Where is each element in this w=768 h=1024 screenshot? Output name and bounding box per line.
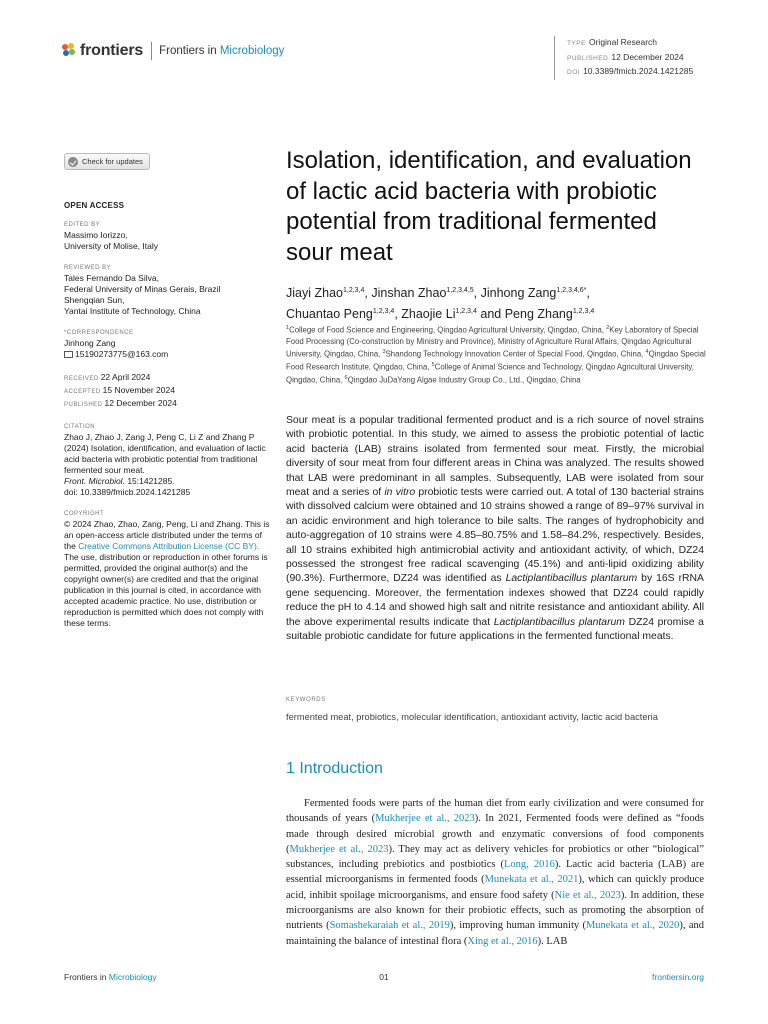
article-meta	[554, 36, 693, 80]
citation-text: Zhao J, Zhao J, Zang J, Peng C, Li Z and Zhang P (2024) Isolation, identification, and evaluation of lactic acid bacteria with probiotic potential from traditional fermented sour meat. Front. Microbiol. 15:1421285. doi: 10.3389/fmicb.2024.1421285	[64, 432, 266, 497]
reference-link[interactable]: Munekata et al., 2020	[585, 920, 680, 932]
correspondence-email[interactable]: 15190273775@163.com	[64, 349, 270, 360]
footer-site-link[interactable]: frontiersin.org	[652, 972, 704, 982]
meta-type: TYPE Original Research	[567, 37, 658, 47]
author-name[interactable]: Jinhong Zang	[480, 286, 557, 301]
author-name[interactable]: Chuantao Peng	[286, 306, 373, 321]
meta-published: PUBLISHED 12 December 2024	[567, 51, 684, 62]
introduction-text: Fermented foods were parts of the human diet from early civilization and were consumed for thousands of years (Mukherjee et al., 2023). In 2021, Fermented foods were defined as “foods made through desired microbial growth and enzymatic conversions of food components (Mukherjee et al., 2023). They may act as delivery vehicles for probiotics or other “biological” substances, including prebiotics and postbiotics (Long, 2016). Lactic acid bacteria (LAB) are essential microorganisms in fermented foods (Munekata et al., 2021), which can quickly produce acid, inhibit spoilage microorganisms, and ensure food safety (Nie et al., 2023). In addition, these microorganisms are also known for their probiotic effects, such as promoting the absorption of nutrients (Somashekaraiah et al., 2019), improving human immunity (Munekata et al., 2020), and maintaining the balance of intestinal flora (Xing et al., 2016). LAB	[286, 798, 704, 947]
citation-label: CITATION	[64, 424, 96, 430]
envelope-icon	[64, 351, 73, 358]
keywords: fermented meat, probiotics, molecular identification, antioxidant activity, lactic acid bacteria	[286, 712, 658, 722]
reviewer-info: Tales Fernando Da Silva, Federal University of Minas Gerais, Brazil Shengqian Sun, Yantai Institute of Technology, China	[64, 273, 221, 316]
reference-link[interactable]: Long, 2016	[504, 859, 555, 871]
editor-info: Massimo Iorizzo, University of Molise, Italy	[64, 230, 158, 251]
cc-by-license-link[interactable]: Creative Commons Attribution License (CC BY).	[78, 541, 260, 551]
author-name[interactable]: Jinshan Zhao	[371, 286, 447, 301]
page-number: 01	[379, 972, 389, 982]
logo-divider	[151, 42, 152, 60]
check-icon	[68, 157, 78, 167]
introduction-heading: 1 Introduction	[286, 760, 383, 777]
logo-text: frontiers	[80, 42, 144, 59]
copyright-text: © 2024 Zhao, Zhao, Zang, Peng, Li and Zhang. This is an open-access article distributed under the terms of the Creative Commons Attribution License (CC BY). The use, distribution or reproduction in other forums is permitted, provided the original author(s) and the copyright owner(s) are credited and that the original publication in this journal is cited, in accordance with accepted academic practice. No use, distribution or reproduction is permitted which does not comply with these terms.	[64, 519, 270, 628]
article-dates: RECEIVED 22 April 2024 ACCEPTED 15 November 2024 PUBLISHED 12 December 2024	[64, 372, 177, 408]
reference-link[interactable]: Munekata et al., 2021	[484, 874, 579, 886]
reference-link[interactable]: Mukherjee et al., 2023	[375, 813, 475, 825]
edited-by-label: EDITED BY	[64, 222, 101, 228]
reference-link[interactable]: Nie et al., 2023	[554, 889, 621, 901]
reviewed-by-label: REVIEWED BY	[64, 265, 112, 271]
author-list: Jiayi Zhao$^{1,2,3,4}$, Jinshan Zhao$^{1,2,3,4,5}$, Jinhong Zang$^{1,2,3,4,6*}$, Chuantao Peng$^{1,2,3,4}$, Zhaojie Li$^{1,2,3,4}$ and Peng Zhang$^{1,2,3,4}$	[286, 286, 595, 321]
reference-link[interactable]: Xing et al., 2016	[467, 935, 538, 947]
author-name[interactable]: Peng Zhang	[504, 306, 573, 321]
keywords-label: KEYWORDS	[286, 697, 326, 703]
copyright-label: COPYRIGHT	[64, 511, 105, 517]
correspondence-label: *CORRESPONDENCE	[64, 330, 134, 336]
reference-link[interactable]: Somashekaraiah et al., 2019	[329, 920, 450, 932]
frontiers-logo-icon	[62, 43, 76, 59]
author-name[interactable]: Zhaojie Li	[401, 306, 456, 321]
abstract: Sour meat is a popular traditional fermented product and is a rich source of novel strains with probiotic potential. In this study, we aimed to assess the probiotic potential of lactic acid bacteria (LAB) strains isolated from fermented sour meat. Firstly, the microbial diversity of sour meat from four different areas in China was analyzed. The results showed that LAB were predominant in all samples. Subsequently, LAB were isolated from sour meat and a series of in vitro probiotic tests were carried out. A total of 130 bacterial strains with dissolved calcium were obtained and 10 strains showed a range of 89–97% survival in an acidic environment and high tolerance to bile salts. The ranges of hydrophobicity and auto-aggregation of 10 strains were 4.85–80.75% and 1.58–84.2%, respectively. Besides, all 10 strains exhibited high antimicrobial activity and antioxidant activity, of which, DZ24 possessed the strongest free radical scavenging (45.1%) and anti-lipid oxidizing ability (90.3%). Furthermore, DZ24 was identified as Lactiplantibacillus plantarum by 16S rRNA gene sequencing. Moreover, the fermentation indexes showed that DZ24 could rapidly reduce the pH to 4.14 and showed high salt and nitrite resistance and antioxidant ability. All the above experimental results indicate that Lactiplantibacillus plantarum DZ24 promise a suitable probiotic candidate for future applications in the fermented functional meats.	[286, 415, 705, 643]
open-access-label: OPEN ACCESS	[64, 201, 125, 210]
article-sidebar	[64, 153, 270, 629]
reference-link[interactable]: Mukherjee et al., 2023	[289, 843, 389, 855]
meta-doi[interactable]: DOI 10.3389/fmicb.2024.1421285	[567, 66, 694, 76]
journal-name[interactable]: Frontiers in Microbiology	[159, 45, 285, 57]
footer-journal: Frontiers in Microbiology	[64, 972, 157, 982]
author-name[interactable]: Jiayi Zhao	[286, 286, 343, 301]
correspondence-info: Jinhong Zang 15190273775@163.com	[64, 338, 270, 360]
affiliations: $^1$College of Food Science and Engineering, Qingdao Agricultural University, Qingdao, China, $^2$Key Laboratory of Special Food Processing (Co-construction by Ministry and Province), Ministry of Agriculture Rural Affairs, Qingdao Agricultural University, Qingdao, China, $^3$Shandong Technology Innovation Center of Special Food, Qingdao, China, $^4$Qingdao Special Food Research Institute, Qingdao, China, $^5$College of Animal Science and Technology, Qingdao Agricultural University, Qingdao, China, $^6$Qingdao JuDaYang Algae Industry Group Co., Ltd., Qingdao, China	[286, 325, 706, 385]
page-header	[62, 36, 738, 76]
article-title: Isolation, identification, and evaluation of lactic acid bacteria with probiotic potential from traditional fermented sour meat	[286, 147, 692, 266]
check-for-updates-button[interactable]: Check for updates	[64, 153, 150, 170]
frontiers-logo[interactable]	[62, 42, 284, 60]
